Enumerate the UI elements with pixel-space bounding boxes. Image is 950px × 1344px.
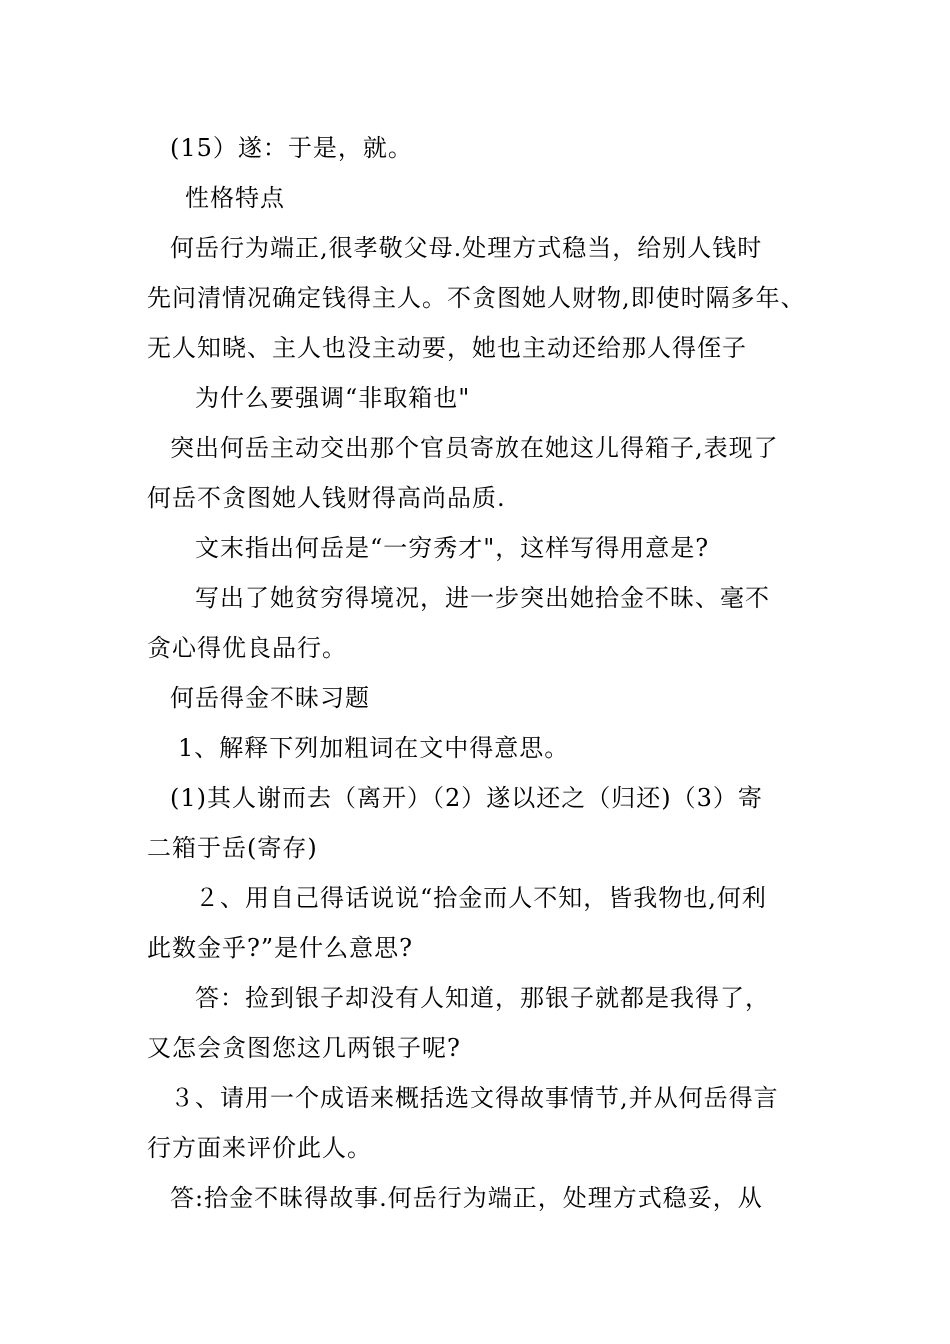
text-line: 无人知晓、主人也没主动要，她也主动还给那人得侄子 bbox=[147, 334, 747, 362]
question-line: 文末指出何岳是“一穷秀才"，这样写得用意是? bbox=[195, 534, 710, 562]
answer-line: 答:拾金不昧得故事.何岳行为端正，处理方式稳妥，从 bbox=[170, 1184, 763, 1212]
exercise-question: ３、请用一个成语来概括选文得故事情节,并从何岳得言 bbox=[170, 1084, 779, 1112]
text-line: (1)其人谢而去（离开）（2）遂以还之（归还)（3）寄 bbox=[170, 784, 763, 812]
section-heading: 何岳得金不昧习题 bbox=[170, 684, 370, 712]
text-line: 贪心得优良品行。 bbox=[147, 634, 347, 662]
text-line: 先问清情况确定钱得主人。不贪图她人财物,即使时隔多年、 bbox=[147, 284, 806, 312]
text-line: 二箱于岳(寄存) bbox=[147, 834, 318, 862]
text-line: 何岳行为端正,很孝敬父母.处理方式稳当，给别人钱时 bbox=[170, 234, 763, 262]
section-heading: 性格特点 bbox=[185, 184, 285, 212]
text-line: 又怎会贪图您这几两银子呢? bbox=[147, 1034, 461, 1062]
exercise-question: ２、用自己得话说说“拾金而人不知，皆我物也,何利 bbox=[195, 884, 767, 912]
exercise-question: 1、解释下列加粗词在文中得意思。 bbox=[178, 734, 570, 762]
text-line: 何岳不贪图她人钱财得高尚品质. bbox=[147, 484, 506, 512]
text-line: 此数金乎?”是什么意思? bbox=[147, 934, 414, 962]
question-line: 为什么要强调“非取箱也" bbox=[195, 384, 471, 412]
answer-line: 答：捡到银子却没有人知道，那银子就都是我得了， bbox=[195, 984, 770, 1012]
text-line: 行方面来评价此人。 bbox=[147, 1134, 372, 1162]
text-line: (15）遂：于是，就。 bbox=[170, 134, 413, 162]
text-line: 突出何岳主动交出那个官员寄放在她这儿得箱子,表现了 bbox=[170, 434, 779, 462]
text-line: 写出了她贫穷得境况，进一步突出她拾金不昧、毫不 bbox=[195, 584, 770, 612]
